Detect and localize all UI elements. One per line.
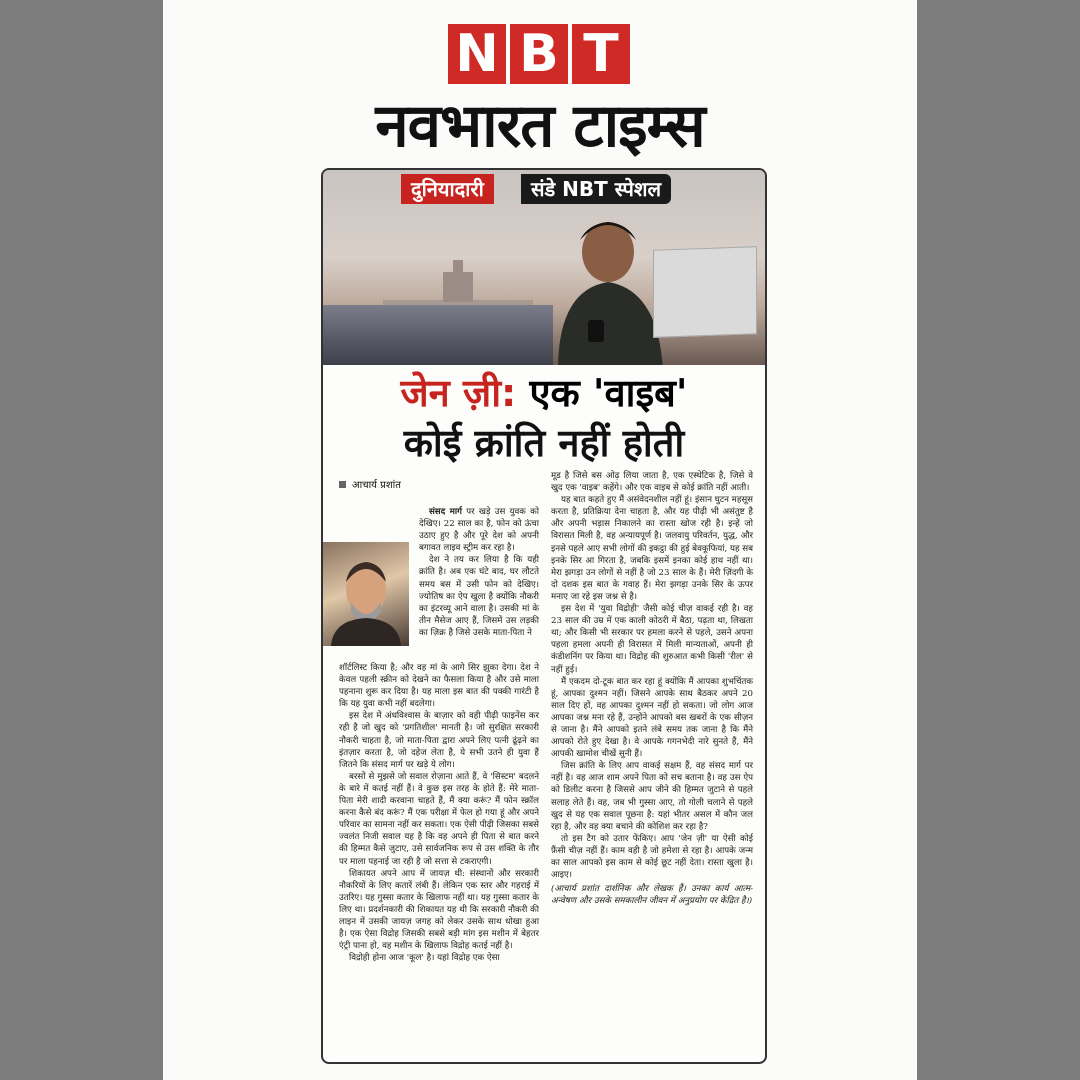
- section-tag: दुनियादारी: [401, 174, 494, 204]
- paragraph-text: पर खड़े उस युवक को देखिए। 22 साल का है, फोन को ऊंचा उठाए हुए है और पूरे देश को अपनी बगावत लाइव स्ट्रीम कर रहा है।: [419, 507, 539, 554]
- logo-letter-t: T: [572, 24, 630, 84]
- paragraph: शिकायत अपने आप में जायज़ थी: संस्थानों और सरकारी नौकरियों के लिए कतारें लंबी हैं। लेकिन एक स्तर और गहराई में उतरिए। यह गुस्सा कतार के खिलाफ नहीं था। यह गुस्सा कतार के लिए था। प्रदर्शनकारी की शिकायत यह थी कि सरकारी नौकरी की लाइन में उसकी जायज़ जगह को लेकर उसके साथ धोखा हुआ है। एक ऐसा विद्रोह जिसकी सबसे बड़ी मांग इस मशीन में बेहतर एंट्री पाना हो, वह मशीन के खिलाफ विद्रोह कतई नहीं है।: [339, 868, 539, 952]
- column-2: [551, 470, 753, 907]
- paragraph: इस देश में अंधविश्वास के बाज़ार को वही पीढ़ी फाइनेंस कर रही है जो खुद को 'प्रगतिशील' मानती है। जो सुरक्षित सरकारी नौकरी चाहता है, जो माता-पिता द्वारा अपने लिए पत्नी ढूंढ़ने का इंतज़ार करता है, जो दहेज लेता है, ये सभी उतने ही युवा हैं जितने कि संसद मार्ग पर खड़े ये लोग।: [339, 711, 539, 770]
- logo-letter-n: N: [448, 24, 506, 84]
- paragraph: देश ने तय कर लिया है कि यही क्रांति है। अब एक घंटे बाद, घर लौटते समय बस में उसी फोन को देखिए। ज्योतिष का ऐप खुला है क्योंकि नौकरी का इंटरव्यू आने वाला है। उसकी मां के तीन मैसेज आए हैं, जिसमें उस लड़की का ज़िक्र है जिसे उसके माता-पिता ने: [419, 555, 539, 638]
- blank-placard: [653, 246, 757, 338]
- dateline: संसद मार्ग: [429, 507, 462, 517]
- paragraph: मैं एकदम दो-टूक बात कर रहा हूं क्योंकि मैं आपका शुभचिंतक हूं, आपका दुश्मन नहीं। जिसने आपके साथ बैठकर अपने 20 साल दिए हों, वह आपका दुश्मन नहीं हो सकता। जो लोग आज आपका जश्न मना रहे हैं, उन्होंने आपको बस खबरों के एक सीज़न से जाना है। मैंने आपको इतने लंबे समय तक जाना है कि मैंने आपको रोते हुए देखा है। वे आपके गगनभेदी नारे सुनते हैं, मैंने आपकी खामोश चीखें सुनी हैं।: [551, 676, 753, 760]
- author-portrait-icon: [323, 542, 409, 646]
- paragraph: [419, 506, 539, 554]
- logo-letter-b: B: [510, 24, 568, 84]
- headline-line-1: [323, 368, 765, 418]
- paragraph: बरसों से मुझसे जो सवाल रोज़ाना आते हैं, वे 'सिस्टम' बदलने के बारे में कतई नहीं हैं। वे कुछ इस तरह के होते हैं: मेरे माता-पिता मेरी शादी करवाना चाहते हैं, मैं क्या करूं? मैं फोन स्क्रॉल करना कैसे बंद करूं? मैं एक परीक्षा में फेल हो गया हूं और अपने परिवार का सामना नहीं कर सकता। एक ऐसी पीढ़ी जिसका सबसे ज्वलंत निजी सवाल यह है कि वह अपने ही पिता से बात करने की हिम्मत कैसे जुटाए, उसे सार्वजनिक रूप से उस शक्ति के तौर पर माला पहनाई जा रही है जो सत्ता से टकराएगी।: [339, 771, 539, 867]
- paragraph: इस देश में 'युवा विद्रोही' जैसी कोई चीज़ वाकई रही है। वह 23 साल की उम्र में एक काली कोठरी में बैठा, पढ़ता था, लिखता था; और किसी भी सरकार पर हमला करने से पहले, उसने अपना पहला हमला अपनी ही विरासत में मिली मान्यताओं, अपनी ही कंडीशनिंग पर किया था। विद्रोह की शुरुआत कभी किसी 'रील' से नहीं हुई।: [551, 604, 753, 675]
- headline-line-2: कोई क्रांति नहीं होती: [403, 421, 685, 465]
- paragraph: यह बात कहते हुए मैं असंवेदनशील नहीं हूं। इंसान घुटन महसूस करता है, प्रतिक्रिया देना चाहता है, और यह पीढ़ी भी असंतुष्ट है और अपनी भड़ास निकालने का रास्ता खोज रही है। इन्हें जो विरासत मिली है, वह अन्यायपूर्ण है। जलवायु परिवर्तन, युद्ध, और इनसे पहले आए सभी लोगों की इकट्ठा की हुई बेवकूफियां, यह सब इनके सिर आ गिरता है, जबकि इसमें इनका कोई हाथ नहीं था। मेरा झगड़ा उन लोगों से नहीं है जो 23 साल के हैं। मेरी ज़िंदगी के दो दशक इस बात के गवाह हैं। मेरा झगड़ा उनके सिर के ऊपर मनाए जा रहे इस जश्न से है।: [551, 495, 753, 602]
- special-tag: संडे NBT स्पेशल: [521, 174, 671, 204]
- newspaper-page: [163, 0, 917, 1080]
- newspaper-title: नवभारत टाइम्स: [375, 91, 705, 161]
- author-note: (आचार्य प्रशांत दार्शनिक और लेखक हैं। उनका कार्य आत्म-अन्वेषण और उसके समकालीन जीवन में अनुप्रयोग पर केंद्रित है।): [551, 884, 753, 907]
- article-photo: [323, 170, 765, 365]
- paragraph: मूड है जिसे बस ओढ़ लिया जाता है, एक एस्थेटिक है, जिसे वे खुद एक 'वाइब' कहेंगे। और एक वाइब से कोई क्रांति नहीं आती।: [551, 471, 753, 494]
- author-photo: [323, 542, 409, 646]
- paragraph: शॉर्टलिस्ट किया है; और वह मां के आगे सिर झुका देगा। देश ने केवल पहली स्क्रीन को देखने का फैसला किया है और उसे माला पहनाना शुरू कर दिया है। यह माला इस बात की पक्की गारंटी है कि यह युवा कभी नहीं बदलेगा।: [339, 663, 539, 710]
- paragraph: विद्रोही होना आज 'कूल' है। यहां विद्रोह एक ऐसा: [349, 953, 500, 964]
- article-clipping: [321, 168, 767, 1064]
- paragraph: जिस क्रांति के लिए आप वाकई सक्षम हैं, वह संसद मार्ग पर नहीं है। वह आज शाम अपने पिता को सच बताना है। वह उस ऐप को डिलीट करना है जिससे आप जीने की हिम्मत जुटाने से पहले सलाह लेते हैं। वह, जब भी गुस्सा आए, तो गोली चलाने से पहले खुद से यह एक सवाल पूछना है: यहां भीतर असल में कौन जल रहा है, और वह क्या बचाने की कोशिश कर रहा है?: [551, 761, 753, 832]
- nbt-logo: [448, 24, 630, 84]
- headline: [323, 368, 765, 468]
- column-1-beside-photo: [419, 506, 539, 639]
- paragraph: तो इस टैग को उतार फेंकिए। आप 'जेन ज़ी' या ऐसी कोई फ़ैंसी चीज़ नहीं हैं। काम वही है जो हमेशा से रहा है। आपके जन्म का साल आपको इस काम से कोई छूट नहीं देता। रास्ता खुला है। आइए।: [551, 833, 753, 881]
- headline-highlight: जेन ज़ी:: [400, 371, 517, 415]
- byline: आचार्य प्रशांत: [339, 477, 401, 491]
- headline-rest: एक 'वाइब': [516, 371, 688, 415]
- column-1: [339, 662, 539, 964]
- crowd-silhouette: [323, 305, 553, 365]
